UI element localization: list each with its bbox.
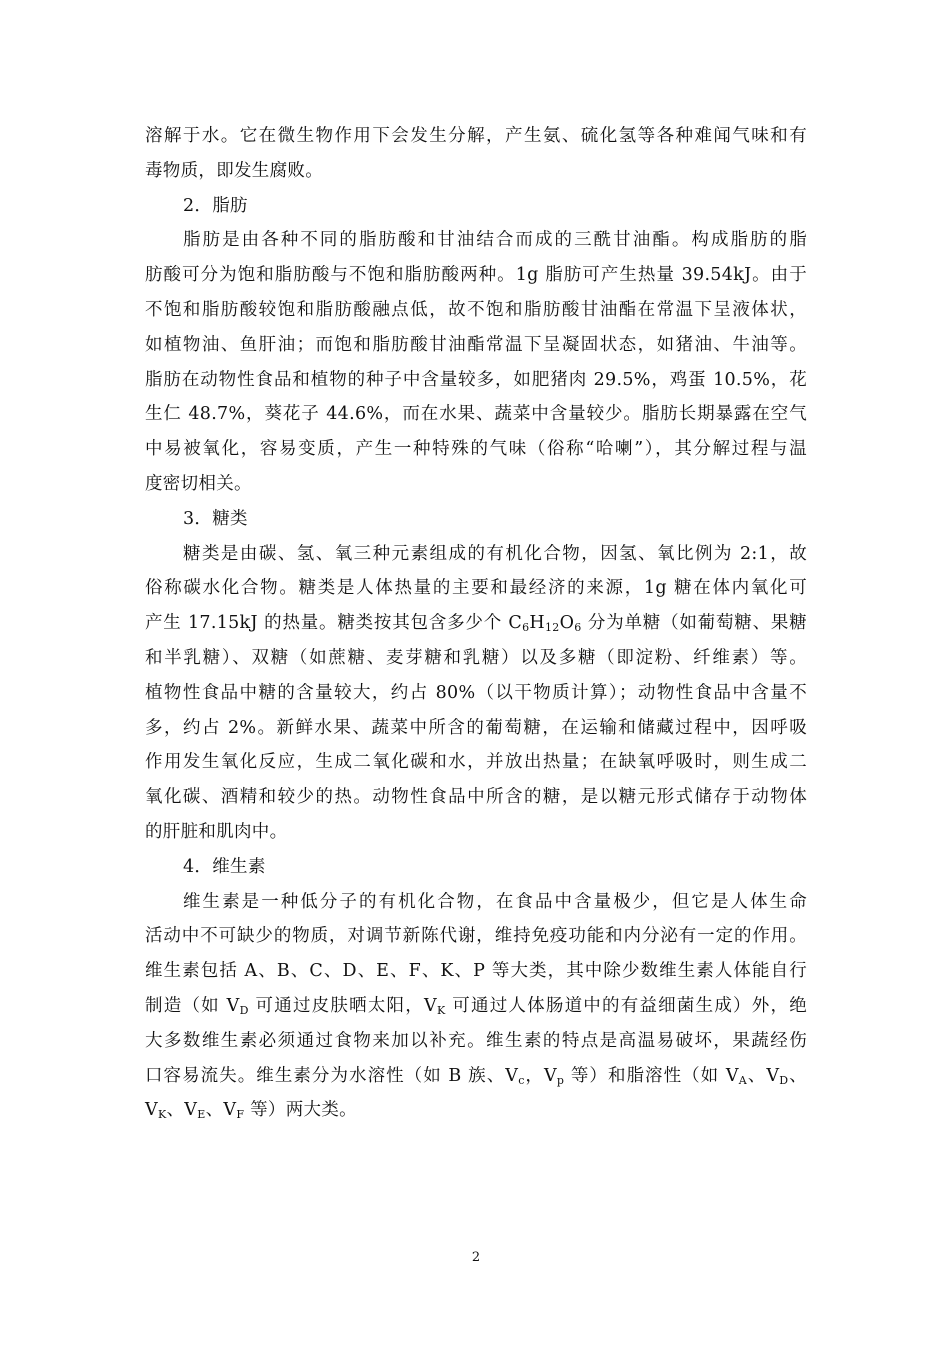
subscript: D <box>239 1003 249 1017</box>
paragraph-line: 维生素包括 A、B、C、D、E、F、K、P 等大类，其中除少数维生素人体能自行 <box>145 961 807 982</box>
paragraph-line: 溶解于水。它在微生物作用下会发生分解，产生氨、硫化氢等各种难闻气味和有 <box>145 126 807 146</box>
paragraph-line: 生仁 48.7%，葵花子 44.6%，而在水果、蔬菜中含量较少。脂肪长期暴露在空气 <box>145 404 807 425</box>
text-run: H <box>529 613 545 634</box>
subscript: p <box>556 1073 565 1087</box>
paragraph-line: 和半乳糖）、双糖（如蔗糖、麦芽糖和乳糖）以及多糖（即淀粉、纤维素）等。 <box>145 647 807 668</box>
section-heading-vitamin: 4．维生素 <box>183 856 266 877</box>
text-run: 、V <box>747 1065 780 1086</box>
text-run: 、 <box>788 1065 807 1086</box>
section-heading-sugar: 3．糖类 <box>183 508 248 529</box>
text-run: 可通过皮肤晒太阳，V <box>248 995 437 1016</box>
paragraph-line <box>145 1059 807 1094</box>
text-run: 、V <box>205 1100 237 1121</box>
paragraph-line: 维生素是一种低分子的有机化合物，在食品中含量极少，但它是人体生命 <box>183 891 807 912</box>
text-run: 等）两大类。 <box>244 1100 357 1121</box>
paragraph-line: 中易被氧化，容易变质，产生一种特殊的气味（俗称“哈喇”），其分解过程与温 <box>145 439 807 460</box>
paragraph-line: 的肝脏和肌肉中。 <box>145 821 288 842</box>
subscript: c <box>518 1073 525 1087</box>
paragraph-line: 糖类是由碳、氢、氧三种元素组成的有机化合物，因氢、氧比例为 2:1，故 <box>183 543 807 564</box>
subscript: D <box>779 1073 789 1087</box>
paragraph-line: 肪酸可分为饱和脂肪酸与不饱和脂肪酸两种。1g 脂肪可产生热量 39.54kJ。由于 <box>145 265 807 286</box>
subscript: E <box>197 1108 206 1122</box>
subscript: 6 <box>522 621 530 635</box>
paragraph-line <box>145 606 807 641</box>
section-heading-fat: 2．脂肪 <box>183 195 248 216</box>
paragraph-line: 作用发生氧化反应，生成二氧化碳和水，并放出热量；在缺氧呼吸时，则生成二 <box>145 752 807 773</box>
page-number: 2 <box>471 1250 481 1265</box>
text-run: 可通过人体肠道中的有益细菌生成）外，绝 <box>445 995 807 1016</box>
paragraph-line: 脂肪是由各种不同的脂肪酸和甘油结合而成的三酰甘油酯。构成脂肪的脂 <box>183 230 807 251</box>
subscript: K <box>436 1003 446 1017</box>
text-run: 制造（如 V <box>145 995 240 1016</box>
text-run: ，V <box>524 1065 557 1086</box>
subscript: 12 <box>544 621 560 635</box>
paragraph-line: 活动中不可缺少的物质，对调节新陈代谢，维持免疫功能和内分泌有一定的作用。 <box>145 926 807 947</box>
text-run: 等）和脂溶性（如 V <box>564 1065 739 1086</box>
text-run: 分为单糖（如葡萄糖、果糖 <box>581 613 807 634</box>
text-run: 产生 17.15kJ 的热量。糖类按其包含多少个 C <box>145 613 523 634</box>
subscript: K <box>157 1108 167 1122</box>
body-text <box>145 119 807 1128</box>
paragraph-line: 植物性食品中糖的含量较大，约占 80%（以干物质计算）；动物性食品中含量不 <box>145 682 807 703</box>
paragraph-line: 俗称碳水化合物。糖类是人体热量的主要和最经济的来源，1g 糖在体内氧化可 <box>145 578 807 599</box>
paragraph-line <box>145 1093 807 1128</box>
paragraph-line: 度密切相关。 <box>145 473 252 494</box>
text-run: O <box>559 613 575 634</box>
paragraph-line <box>145 989 807 1024</box>
paragraph-line: 如植物油、鱼肝油；而饱和脂肪酸甘油酯常温下呈凝固状态，如猪油、牛油等。 <box>145 334 807 355</box>
paragraph-line: 氧化碳、酒精和较少的热。动物性食品中所含的糖，是以糖元形式储存于动物体 <box>145 787 807 808</box>
text-run: 、V <box>166 1100 198 1121</box>
paragraph-line: 大多数维生素必须通过食物来加以补充。维生素的特点是高温易破坏，果蔬经伤 <box>145 1030 807 1051</box>
paragraph-line: 毒物质，即发生腐败。 <box>145 160 323 181</box>
text-run: V <box>145 1100 158 1121</box>
paragraph-line: 多，约占 2%。新鲜水果、蔬菜中所含的葡萄糖，在运输和储藏过程中，因呼吸 <box>145 717 807 738</box>
paragraph-line: 脂肪在动物性食品和植物的种子中含量较多，如肥猪肉 29.5%，鸡蛋 10.5%，花 <box>145 369 807 390</box>
subscript: A <box>738 1073 748 1087</box>
subscript: 6 <box>574 621 582 635</box>
subscript: F <box>236 1108 245 1122</box>
text-run: 口容易流失。维生素分为水溶性（如 B 族、V <box>145 1065 519 1086</box>
paragraph-line: 不饱和脂肪酸较饱和脂肪酸融点低，故不饱和脂肪酸甘油酯在常温下呈液体状， <box>145 299 807 320</box>
